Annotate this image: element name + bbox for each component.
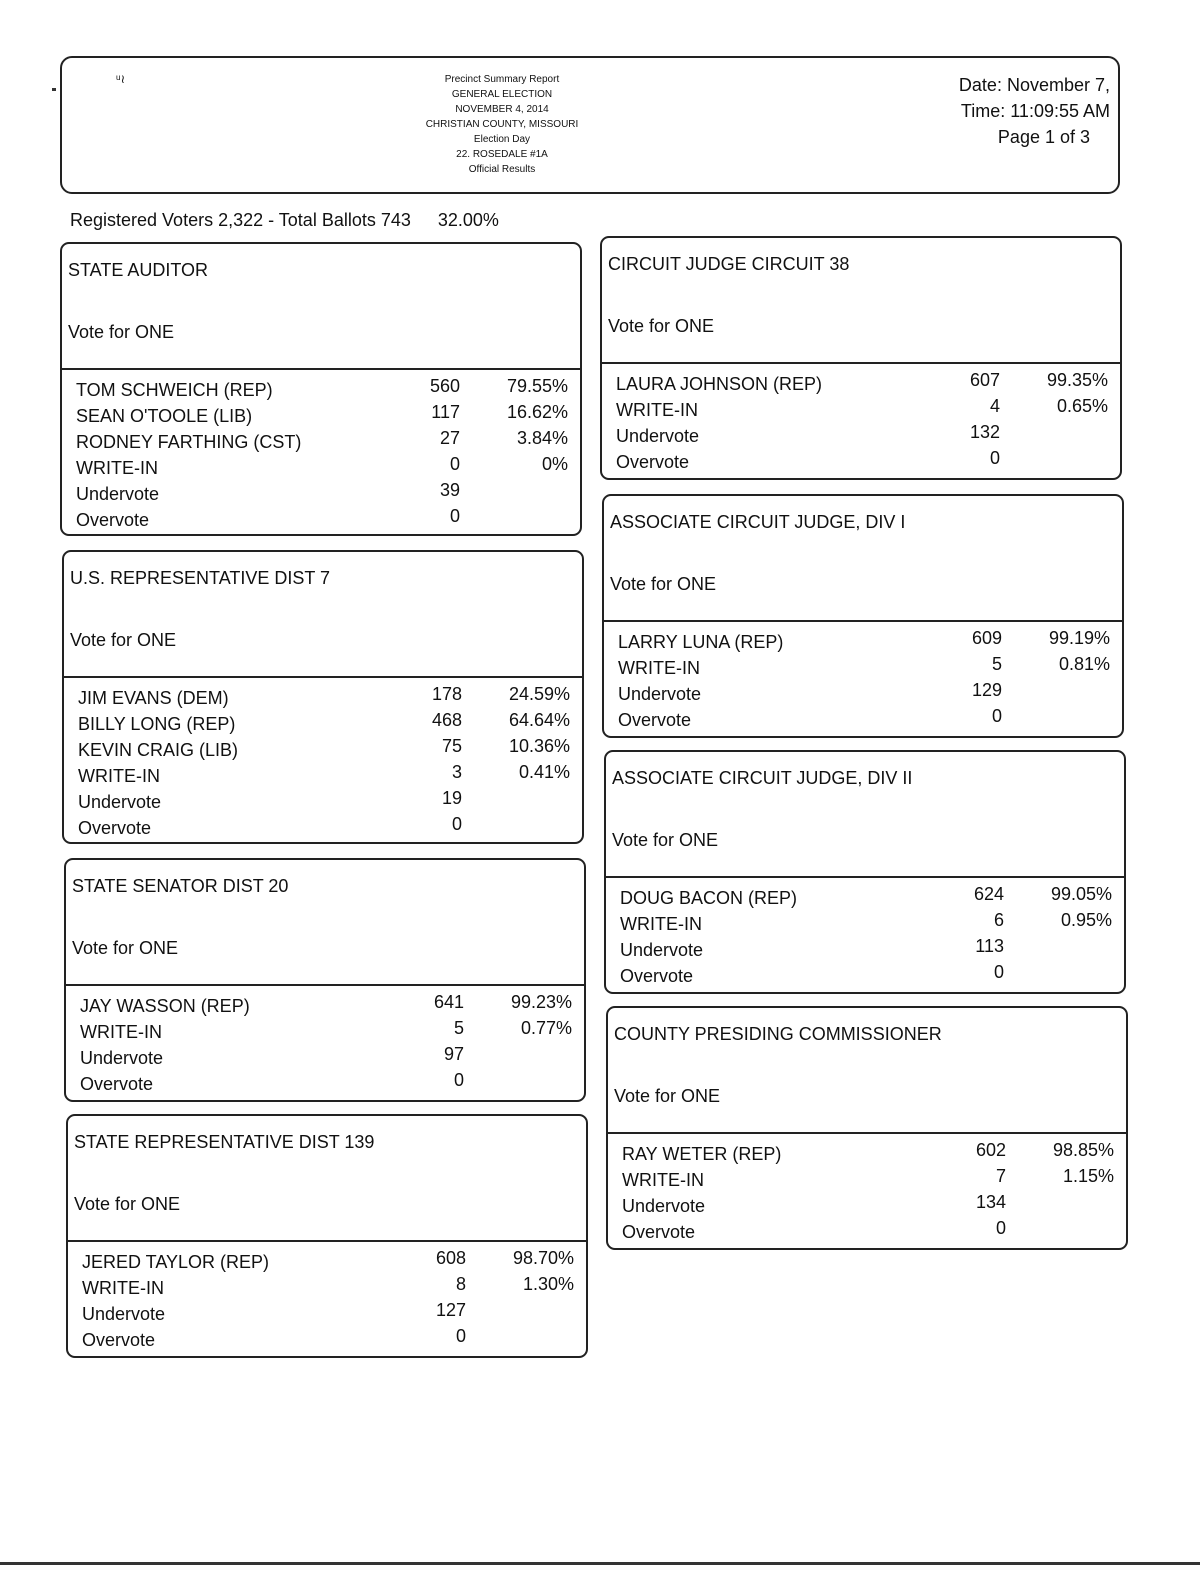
- candidate-name: RAY WETER (REP): [622, 1144, 782, 1164]
- result-row: [66, 1070, 584, 1096]
- candidate-name: Overvote: [78, 818, 152, 838]
- vote-count: 127: [435, 1300, 466, 1320]
- vote-instruction: Vote for ONE: [70, 630, 177, 650]
- scan-dot: [52, 88, 56, 91]
- vote-instruction: Vote for ONE: [74, 1194, 181, 1214]
- vote-count: 609: [971, 628, 1002, 648]
- result-row: [68, 1248, 586, 1274]
- report-title-block: [382, 72, 622, 177]
- vote-count: 602: [975, 1140, 1006, 1160]
- election-date: NOVEMBER 4, 2014: [455, 104, 549, 115]
- vote-count: 75: [441, 736, 462, 756]
- race-title: CIRCUIT JUDGE CIRCUIT 38: [608, 254, 850, 274]
- vote-count: 0: [455, 1326, 466, 1346]
- report-meta: [959, 72, 1110, 150]
- vote-percent: 98.85%: [1052, 1140, 1114, 1160]
- result-row: [602, 448, 1120, 474]
- candidate-name: DOUG BACON (REP): [620, 888, 798, 908]
- vote-count: 7: [995, 1166, 1006, 1186]
- result-row: [62, 454, 580, 480]
- result-row: [64, 788, 582, 814]
- vote-percent: 10.36%: [508, 736, 570, 756]
- result-row: [606, 884, 1124, 910]
- candidate-name: Undervote: [80, 1048, 164, 1068]
- vote-percent: 16.62%: [506, 402, 568, 422]
- vote-instruction: Vote for ONE: [612, 830, 719, 850]
- vote-percent: 0%: [541, 454, 568, 474]
- vote-percent: 1.30%: [522, 1274, 574, 1294]
- race-title: ASSOCIATE CIRCUIT JUDGE, DIV II: [612, 768, 913, 788]
- candidate-name: SEAN O'TOOLE (LIB): [76, 406, 253, 426]
- candidate-name: WRITE-IN: [616, 400, 698, 420]
- vote-count: 0: [449, 454, 460, 474]
- vote-count: 178: [431, 684, 462, 704]
- candidate-name: Undervote: [76, 484, 160, 504]
- result-row: [606, 962, 1124, 988]
- vote-percent: 0.65%: [1056, 396, 1108, 416]
- result-row: [602, 422, 1120, 448]
- result-row: [606, 910, 1124, 936]
- candidate-name: Undervote: [620, 940, 704, 960]
- race-title: STATE AUDITOR: [68, 260, 209, 280]
- race-presiding-commissioner: [606, 1006, 1128, 1250]
- vote-count: 132: [969, 422, 1000, 442]
- vote-instruction: Vote for ONE: [614, 1086, 721, 1106]
- vote-count: 0: [453, 1070, 464, 1090]
- vote-count: 608: [435, 1248, 466, 1268]
- vote-count: 0: [995, 1218, 1006, 1238]
- result-row: [68, 1274, 586, 1300]
- result-row: [608, 1192, 1126, 1218]
- candidate-name: WRITE-IN: [618, 658, 700, 678]
- candidate-name: Undervote: [622, 1196, 706, 1216]
- report-title: Precinct Summary Report: [444, 74, 560, 85]
- official-results-label: Official Results: [468, 164, 536, 175]
- vote-count: 27: [439, 428, 460, 448]
- result-row: [64, 762, 582, 788]
- vote-instruction: Vote for ONE: [608, 316, 715, 336]
- result-row: [608, 1166, 1126, 1192]
- vote-count: 4: [989, 396, 1000, 416]
- race-state-representative: [66, 1114, 588, 1358]
- candidate-name: Overvote: [80, 1074, 154, 1094]
- result-row: [64, 684, 582, 710]
- result-row: [64, 710, 582, 736]
- vote-percent: 99.35%: [1046, 370, 1108, 390]
- candidate-name: LARRY LUNA (REP): [618, 632, 784, 652]
- result-row: [66, 1044, 584, 1070]
- vote-percent: 24.59%: [508, 684, 570, 704]
- vote-count: 0: [991, 706, 1002, 726]
- vote-percent: 79.55%: [506, 376, 568, 396]
- vote-count: 607: [969, 370, 1000, 390]
- election-name: GENERAL ELECTION: [451, 89, 553, 100]
- vote-count: 97: [443, 1044, 464, 1064]
- candidate-name: BILLY LONG (REP): [78, 714, 236, 734]
- result-row: [64, 736, 582, 762]
- vote-count: 5: [453, 1018, 464, 1038]
- result-row: [68, 1300, 586, 1326]
- race-us-representative: [62, 550, 584, 844]
- result-row: [62, 402, 580, 428]
- vote-count: 468: [431, 710, 462, 730]
- candidate-name: Overvote: [616, 452, 690, 472]
- candidate-name: JIM EVANS (DEM): [78, 688, 229, 708]
- vote-percent: 3.84%: [516, 428, 568, 448]
- vote-percent: 1.15%: [1062, 1166, 1114, 1186]
- report-date: Date: November 7,: [958, 75, 1110, 95]
- race-title: STATE REPRESENTATIVE DIST 139: [74, 1132, 375, 1152]
- result-row: [68, 1326, 586, 1352]
- race-title: ASSOCIATE CIRCUIT JUDGE, DIV I: [610, 512, 906, 532]
- page-indicator: Page 1 of 3: [997, 127, 1090, 147]
- vote-instruction: Vote for ONE: [68, 322, 175, 342]
- vote-percent: 99.23%: [510, 992, 572, 1012]
- race-circuit-judge: [600, 236, 1122, 480]
- vote-count: 0: [989, 448, 1000, 468]
- candidate-name: JERED TAYLOR (REP): [82, 1252, 270, 1272]
- vote-percent: 0.77%: [520, 1018, 572, 1038]
- result-row: [604, 680, 1122, 706]
- candidate-name: RODNEY FARTHING (CST): [76, 432, 302, 452]
- result-row: [62, 506, 580, 532]
- turnout-summary: [70, 210, 499, 231]
- candidate-name: Undervote: [616, 426, 700, 446]
- vote-count: 624: [973, 884, 1004, 904]
- candidate-name: WRITE-IN: [620, 914, 702, 934]
- result-row: [604, 706, 1122, 732]
- result-row: [608, 1140, 1126, 1166]
- result-row: [604, 654, 1122, 680]
- race-title: U.S. REPRESENTATIVE DIST 7: [70, 568, 331, 588]
- vote-count: 113: [975, 936, 1004, 956]
- candidate-name: TOM SCHWEICH (REP): [76, 380, 273, 400]
- vote-percent: 0.81%: [1058, 654, 1110, 674]
- registered-voters-text: Registered Voters 2,322 - Total Ballots 743: [70, 210, 411, 230]
- county-name: CHRISTIAN COUNTY, MISSOURI: [425, 119, 579, 130]
- race-associate-judge-div1: [602, 494, 1124, 738]
- race-state-senator: [64, 858, 586, 1102]
- precinct-name: 22. ROSEDALE #1A: [456, 149, 548, 160]
- vote-count: 39: [439, 480, 460, 500]
- vote-percent: 99.19%: [1048, 628, 1110, 648]
- turnout-percent: 32.00%: [437, 210, 499, 230]
- candidate-name: WRITE-IN: [622, 1170, 704, 1190]
- race-state-auditor: [60, 242, 582, 536]
- vote-percent: 64.64%: [508, 710, 570, 730]
- vote-count: 0: [451, 814, 462, 834]
- vote-count: 117: [431, 402, 460, 422]
- candidate-name: LAURA JOHNSON (REP): [616, 374, 823, 394]
- result-row: [606, 936, 1124, 962]
- result-row: [62, 480, 580, 506]
- result-row: [602, 370, 1120, 396]
- vote-percent: 99.05%: [1050, 884, 1112, 904]
- vote-count: 560: [429, 376, 460, 396]
- candidate-name: WRITE-IN: [76, 458, 158, 478]
- candidate-name: Overvote: [76, 510, 150, 530]
- vote-instruction: Vote for ONE: [72, 938, 179, 958]
- result-row: [62, 376, 580, 402]
- vote-count: 129: [971, 680, 1002, 700]
- vote-percent: 98.70%: [512, 1248, 574, 1268]
- race-title: COUNTY PRESIDING COMMISSIONER: [614, 1024, 942, 1044]
- vote-count: 0: [993, 962, 1004, 982]
- result-row: [602, 396, 1120, 422]
- report-time: Time: 11:09:55 AM: [960, 101, 1110, 121]
- vote-percent: 0.41%: [518, 762, 570, 782]
- result-row: [608, 1218, 1126, 1244]
- candidate-name: Overvote: [618, 710, 692, 730]
- result-row: [604, 628, 1122, 654]
- result-row: [66, 992, 584, 1018]
- result-row: [66, 1018, 584, 1044]
- candidate-name: WRITE-IN: [80, 1022, 162, 1042]
- vote-count: 6: [993, 910, 1004, 930]
- scan-mark: ᵘ≀: [116, 72, 126, 86]
- candidate-name: Overvote: [622, 1222, 696, 1242]
- candidate-name: Undervote: [82, 1304, 166, 1324]
- vote-count: 5: [991, 654, 1002, 674]
- vote-count: 641: [433, 992, 464, 1012]
- candidate-name: WRITE-IN: [78, 766, 160, 786]
- candidate-name: Overvote: [82, 1330, 156, 1350]
- result-row: [62, 428, 580, 454]
- page-bottom-edge: [0, 1562, 1200, 1565]
- candidate-name: Undervote: [78, 792, 162, 812]
- vote-count: 19: [441, 788, 462, 808]
- vote-count: 3: [451, 762, 462, 782]
- election-day-label: Election Day: [473, 134, 531, 145]
- candidate-name: Undervote: [618, 684, 702, 704]
- race-title: STATE SENATOR DIST 20: [72, 876, 289, 896]
- vote-count: 8: [455, 1274, 466, 1294]
- vote-count: 0: [449, 506, 460, 526]
- vote-count: 134: [975, 1192, 1006, 1212]
- candidate-name: JAY WASSON (REP): [80, 996, 250, 1016]
- candidate-name: Overvote: [620, 966, 694, 986]
- vote-instruction: Vote for ONE: [610, 574, 717, 594]
- race-associate-judge-div2: [604, 750, 1126, 994]
- candidate-name: KEVIN CRAIG (LIB): [78, 740, 239, 760]
- report-header: [60, 56, 1120, 194]
- candidate-name: WRITE-IN: [82, 1278, 164, 1298]
- result-row: [64, 814, 582, 840]
- vote-percent: 0.95%: [1060, 910, 1112, 930]
